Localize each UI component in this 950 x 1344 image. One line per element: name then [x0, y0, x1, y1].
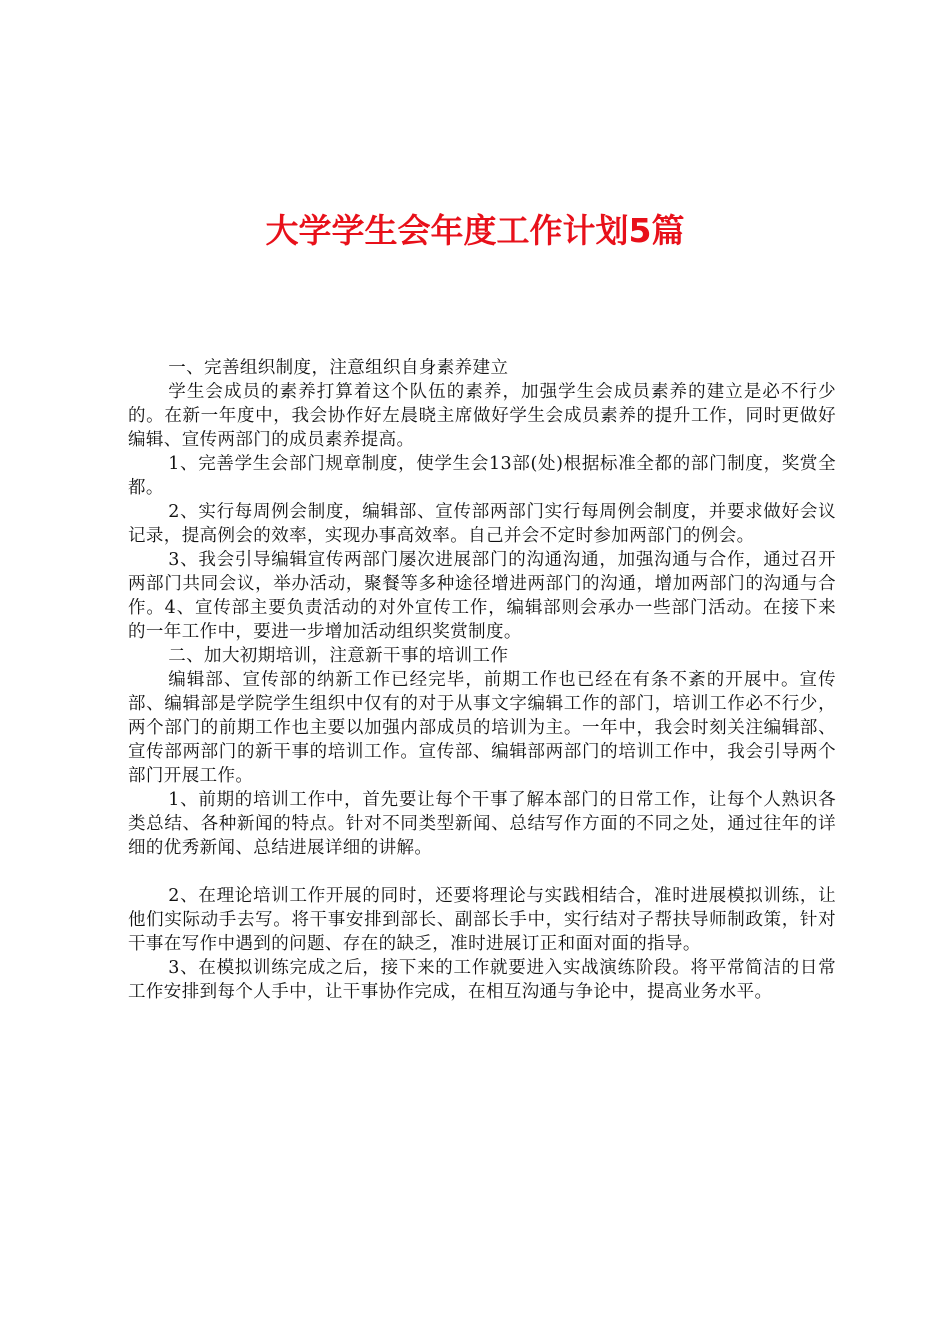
document-body [128, 356, 836, 1004]
section-heading: 一、完善组织制度，注意组织自身素养建立 [168, 358, 509, 378]
paragraph: 1、完善学生会部门规章制度，使学生会13部(处)根据标准全都的部门制度，奖赏全都。 [128, 454, 836, 498]
section-heading: 二、加大初期培训，注意新干事的培训工作 [168, 646, 509, 666]
paragraph: 3、在模拟训练完成之后，接下来的工作就要进入实战演练阶段。将平常简洁的日常工作安排到每个人手中，让干事协作完成，在相互沟通与争论中，提高业务水平。 [128, 958, 836, 1002]
paragraph: 编辑部、宣传部的纳新工作已经完毕，前期工作也已经在有条不紊的开展中。宣传部、编辑部是学院学生组织中仅有的对于从事文字编辑工作的部门，培训工作必不行少，两个部门的前期工作也主要以加强内部成员的培训为主。一年中，我会时刻关注编辑部、宣传部两部门的新干事的培训工作。宣传部、编辑部两部门的培训工作中，我会引导两个部门开展工作。 [128, 670, 836, 786]
paragraph: 2、实行每周例会制度，编辑部、宣传部两部门实行每周例会制度，并要求做好会议记录，提高例会的效率，实现办事高效率。自己并会不定时参加两部门的例会。 [128, 502, 836, 546]
paragraph: 3、我会引导编辑宣传两部门屡次进展部门的沟通沟通，加强沟通与合作，通过召开两部门共同会议，举办活动，聚餐等多种途径增进两部门的沟通，增加两部门的沟通与合作。4、宣传部主要负责活动的对外宣传工作，编辑部则会承办一些部门活动。在接下来的一年工作中，要进一步增加活动组织奖赏制度。 [128, 550, 836, 642]
paragraph: 学生会成员的素养打算着这个队伍的素养，加强学生会成员素养的建立是必不行少的。在新一年度中，我会协作好左晨晓主席做好学生会成员素养的提升工作，同时更做好编辑、宣传两部门的成员素养提高。 [128, 382, 836, 450]
paragraph: 1、前期的培训工作中，首先要让每个干事了解本部门的日常工作，让每个人熟识各类总结、各种新闻的特点。针对不同类型新闻、总结写作方面的不同之处，通过往年的详细的优秀新闻、总结进展详细的讲解。 [128, 790, 836, 858]
document-title: 大学学生会年度工作计划5篇 [265, 211, 685, 250]
paragraph: 2、在理论培训工作开展的同时，还要将理论与实践相结合，准时进展模拟训练，让他们实际动手去写。将干事安排到部长、副部长手中，实行结对子帮扶导师制政策，针对干事在写作中遇到的问题、存在的缺乏，准时进展订正和面对面的指导。 [128, 886, 836, 954]
